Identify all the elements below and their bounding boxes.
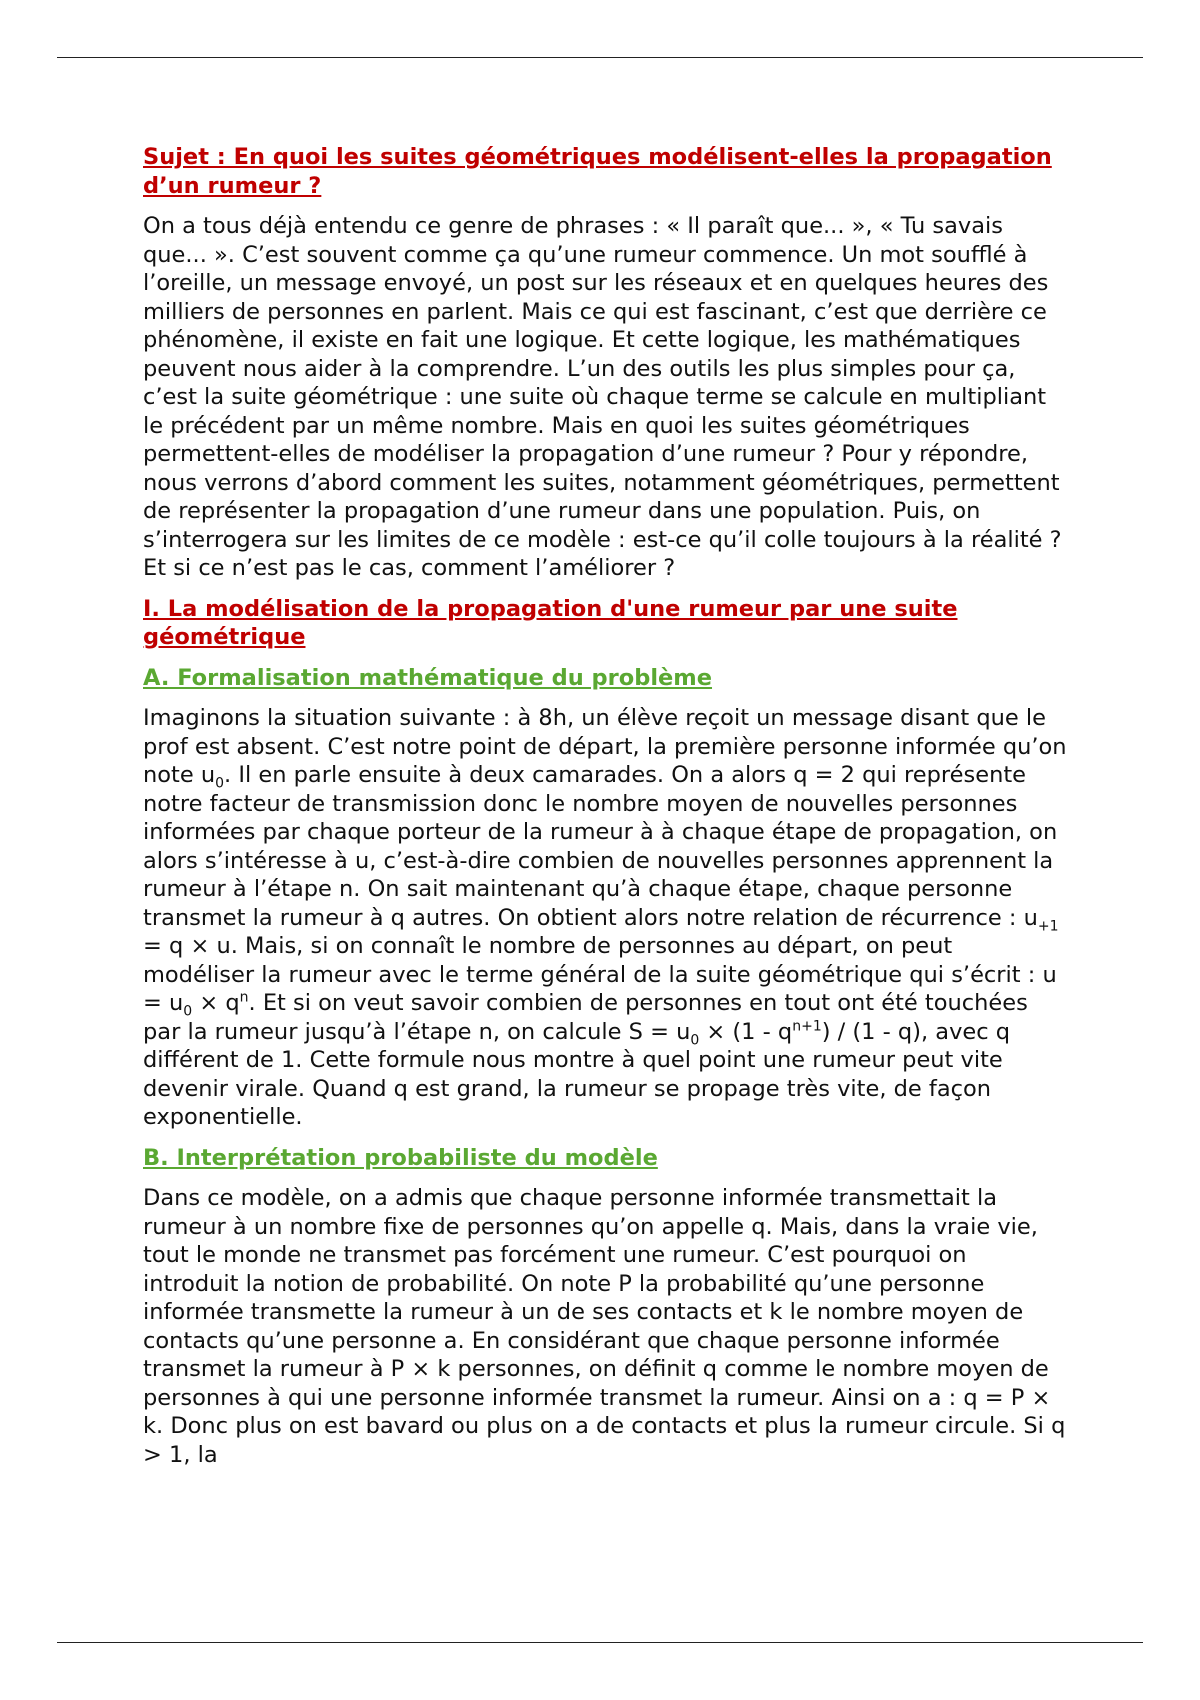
text-run: ) / (1 - q), avec q différent de 1. Cette formule nous montre à quel point une rumeur peut vite devenir virale. Quand q est grand, la rumeur se propage très vite, de façon exponentielle. xyxy=(143,1018,1011,1130)
intro-paragraph: On a tous déjà entendu ce genre de phrases : « Il paraît que... », « Tu savais que... ». C’est souvent comme ça qu’une rumeur commence. Un mot soufflé à l’oreille, un message envoyé, un post sur les réseaux et en quelques heures des milliers de personnes en parlent. Mais ce qui est fascinant, c’est que derrière ce phénomène, il existe en fait une logique. Et cette logique, les mathématiques peuvent nous aider à la comprendre. L’un des outils les plus simples pour ça, c’est la suite géométrique : une suite où chaque terme se calcule en multipliant le précédent par un même nombre. Mais en quoi les suites géométriques permettent-elles de modéliser la propagation d’une rumeur ? Pour y répondre, nous verrons d’abord comment les suites, notamment géométriques, permettent de représenter la propagation d’une rumeur dans une population. Puis, on s’interrogera sur les limites de ce modèle : est-ce qu’il colle toujours à la réalité ? Et si ce n’est pas le cas, comment l’améliorer ? xyxy=(143,213,1062,581)
subsection-b-heading: B. Interprétation probabiliste du modèle xyxy=(143,1144,658,1171)
superscript: n+1 xyxy=(792,1018,822,1034)
header-rule xyxy=(57,57,1143,58)
text-run: Imaginons la situation suivante : à 8h, un élève reçoit un message disant que le prof est absent. C’est notre point de départ, la première personne informée qu’on note u xyxy=(143,705,1067,788)
subsection-a-paragraph xyxy=(143,704,1068,1132)
subscript: +1 xyxy=(1037,918,1059,934)
text-run: × (1 - q xyxy=(699,1018,793,1045)
footer-rule xyxy=(57,1642,1143,1643)
text-run: . Et si on veut savoir combien de personnes en tout ont été touchées par la rumeur jusqu’à l’étape n, on calcule S = u xyxy=(143,990,1028,1045)
document-title: Sujet : En quoi les suites géométriques modélisent-elles la propagation d’un rumeur ? xyxy=(143,144,1052,199)
text-run: . Il en parle ensuite à deux camarades. On a alors q = 2 qui représente notre facteur de transmission donc le nombre moyen de nouvelles personnes informées par chaque porteur de la rumeur à à chaque étape de propagation, on alors s’intéresse à u, c’est-à-dire combien de nouvelles personnes apprennent la rumeur à l’étape n. On sait maintenant qu’à chaque étape, chaque personne transmet la rumeur à q autres. On obtient alors notre relation de récurrence : u xyxy=(143,762,1058,931)
subscript: 0 xyxy=(215,775,225,792)
subsection-a-heading: A. Formalisation mathématique du problème xyxy=(143,664,713,691)
text-run: × q xyxy=(192,990,240,1016)
subsection-b-paragraph: Dans ce modèle, on a admis que chaque personne informée transmettait la rumeur à un nombre fixe de personnes qu’on appelle q. Mais, dans la vraie vie, tout le monde ne transmet pas forcément une rumeur. C’est pourquoi on introduit la notion de probabilité. On note P la probabilité qu’une personne informée transmette la rumeur à un de ses contacts et k le nombre moyen de contacts qu’une personne a. En considérant que chaque personne informée transmet la rumeur à P × k personnes, on définit q comme le nombre moyen de personnes à qui une personne informée transmet la rumeur. Ainsi on a : q = P × k. Donc plus on est bavard ou plus on a de contacts et plus la rumeur circule. Si q > 1, la xyxy=(143,1185,1066,1468)
document-body xyxy=(143,143,1068,1481)
superscript: n xyxy=(239,989,249,1006)
subscript: 0 xyxy=(183,1003,193,1020)
subscript: 0 xyxy=(690,1032,700,1048)
section-1-heading: I. La modélisation de la propagation d'une rumeur par une suite géométrique xyxy=(143,595,958,650)
text-run: = q × u. Mais, si on connaît le nombre de personnes au départ, on peut modéliser la rumeur avec le terme général de la suite géométrique qui s’écrit : u = u xyxy=(143,933,1057,1016)
